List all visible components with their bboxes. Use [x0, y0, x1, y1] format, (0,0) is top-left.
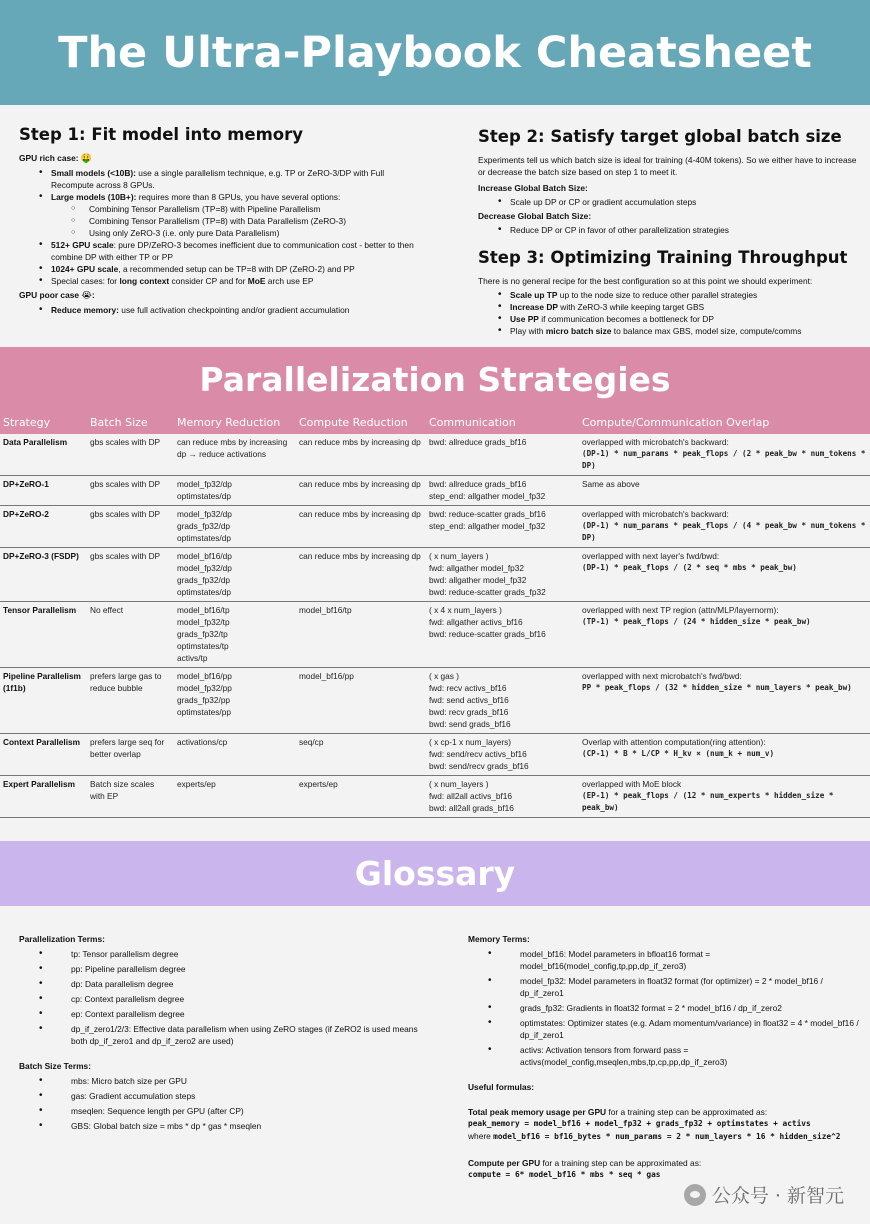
comm-line: ( x 4 x num_layers ) [429, 605, 502, 615]
strategy-name-cell: Expert Parallelism [0, 776, 87, 818]
overlap-formula: (DP-1) * num_params * peak_flops / (2 * peak_bw * num_tokens * DP) [582, 449, 866, 470]
step3-item-text: Play with [510, 326, 546, 336]
comm-line: ( x gas ) [429, 671, 459, 681]
memory-reduction-cell [174, 506, 296, 548]
memory-line: optimstates/dp [177, 491, 231, 501]
compute-block [468, 1157, 863, 1181]
step2-column [478, 127, 863, 339]
compute-reduction-cell: model_bf16/tp [296, 602, 426, 668]
parallel-term: • dp_if_zero1/2/3: Effective data parallelism when using ZeRO stages (if ZeRO2 is used means both dp_if_zero1 and dp_if_zero2 are used) [19, 1023, 419, 1047]
memory-reduction-cell [174, 434, 296, 476]
overlap-cell [579, 506, 870, 548]
strategy-name-cell: DP+ZeRO-1 [0, 476, 87, 506]
memory-term: • grads_fp32: Gradients in float32 format = 2 * model_bf16 / dp_if_zero2 [468, 1002, 863, 1014]
special-moe: MoE [247, 276, 266, 286]
overlap-formula: PP * peak_flops / (32 * hidden_size * num_layers * peak_bw) [582, 683, 852, 692]
gpu-poor-line [19, 289, 419, 302]
column-header: Memory Reduction [174, 412, 296, 434]
small-models-label: Small models (<10B): [51, 168, 136, 178]
overlap-text: overlapped with next layer's fwd/bwd: [582, 551, 720, 561]
step3-item-text: with ZeRO-3 while keeping target GBS [557, 302, 705, 312]
table-row [0, 668, 870, 734]
parallel-term: • dp: Data parallelism degree [19, 978, 419, 990]
memory-line: activations/cp [177, 737, 228, 747]
small-models-text: use a single parallelism technique, e.g. TP or ZeRO-3/DP with Full Recompute across 8 GPUs. [51, 168, 385, 190]
batch-size-cell: gbs scales with DP [87, 434, 174, 476]
table-row [0, 734, 870, 776]
steps-section [0, 105, 870, 347]
batch-term: • GBS: Global batch size = mbs * dp * gas * mseqlen [19, 1120, 419, 1132]
strategies-banner [0, 347, 870, 412]
reduce-memory-label: Reduce memory: [51, 305, 119, 315]
gpu-poor-label: GPU poor case [19, 290, 80, 300]
memory-reduction-cell [174, 668, 296, 734]
comm-line: bwd: allgather model_fp32 [429, 575, 527, 585]
batch-size-cell: gbs scales with DP [87, 506, 174, 548]
comm-line: bwd: send grads_bf16 [429, 719, 511, 729]
column-header: Compute Reduction [296, 412, 426, 434]
strategy-name-cell: DP+ZeRO-3 (FSDP) [0, 548, 87, 602]
table-row [0, 602, 870, 668]
comm-line: bwd: reduce-scatter grads_fp32 [429, 587, 546, 597]
table-row [0, 548, 870, 602]
special-long-context: long context [119, 276, 170, 286]
communication-cell [426, 776, 579, 818]
comm-line: step_end: allgather model_fp32 [429, 491, 546, 501]
memory-reduction-cell [174, 548, 296, 602]
page-title: The Ultra-Playbook Cheatsheet [58, 27, 812, 78]
special-pre: Special cases: for [51, 276, 120, 286]
large-option: ○ Combining Tensor Parallelism (TP=8) with Data Parallelism (ZeRO-3) [51, 215, 419, 227]
comm-line: fwd: all2all activs_bf16 [429, 791, 513, 801]
compute-reduction-cell: can reduce mbs by increasing dp [296, 506, 426, 548]
memory-term: • model_bf16: Model parameters in bfloat16 format = model_bf16(model_config,tp,pp,dp_if_zero3) [468, 948, 863, 972]
overlap-text: overlapped with MoE block [582, 779, 682, 789]
strategy-name-cell: DP+ZeRO-2 [0, 506, 87, 548]
memory-line: optimstates/tp [177, 641, 229, 651]
memory-reduction-cell [174, 776, 296, 818]
overlap-cell [579, 668, 870, 734]
memory-reduction-cell [174, 476, 296, 506]
increase-gbs-item: • Scale up DP or CP or gradient accumulation steps [478, 196, 863, 208]
step3-item-text: if communication becomes a bottleneck for DP [538, 314, 714, 324]
gpu-rich-line [19, 152, 419, 165]
scale1024-text: , a recommended setup can be TP=8 with DP (ZeRO-2) and PP [118, 264, 355, 274]
watermark [684, 1181, 844, 1208]
overlap-formula: (CP-1) * B * L/CP * H_kv × (num_k + num_v) [582, 749, 775, 758]
communication-cell [426, 548, 579, 602]
memory-line: can reduce mbs by increasing dp → reduce activations [177, 437, 288, 459]
column-header: Compute/Communication Overlap [579, 412, 870, 434]
compute-formula: compute = 6* model_bf16 * mbs * seq * gas [468, 1170, 661, 1179]
comm-line: ( x num_layers ) [429, 551, 489, 561]
step3-item-bold: Scale up TP [510, 290, 558, 300]
overlap-cell [579, 548, 870, 602]
comm-line: bwd: recv grads_bf16 [429, 707, 509, 717]
memory-line: grads_fp32/dp [177, 575, 231, 585]
money-face-icon: 🤑 [80, 154, 93, 164]
compute-label-bold: Compute per GPU [468, 1158, 541, 1168]
overlap-formula: (DP-1) * peak_flops / (2 * seq * mbs * peak_bw) [582, 563, 797, 572]
overlap-cell [579, 776, 870, 818]
peak-memory-block [468, 1106, 863, 1143]
parallel-term: • ep: Context parallelism degree [19, 1008, 419, 1020]
strategies-table [0, 412, 870, 818]
compute-reduction-cell: seq/cp [296, 734, 426, 776]
large-models-item [19, 191, 419, 239]
step2-heading: Step 2: Satisfy target global batch size [478, 127, 842, 146]
communication-cell [426, 434, 579, 476]
glossary-left-column [19, 934, 419, 1135]
memory-line: grads_fp32/tp [177, 629, 228, 639]
table-row [0, 476, 870, 506]
comm-line: ( x cp-1 x num_layers) [429, 737, 512, 747]
communication-cell [426, 668, 579, 734]
memory-line: model_bf16/pp [177, 671, 232, 681]
memory-terms-list [468, 948, 863, 1068]
parallel-term: • pp: Pipeline parallelism degree [19, 963, 419, 975]
strategy-name-cell: Context Parallelism [0, 734, 87, 776]
reduce-memory-item [19, 304, 419, 316]
table-row [0, 506, 870, 548]
watermark-text: 公众号 · 新智元 [711, 1185, 844, 1207]
parallel-term: • tp: Tensor parallelism degree [19, 948, 419, 960]
scale512-label: 512+ GPU scale [51, 240, 114, 250]
overlap-text: overlapped with next TP region (attn/MLP/layernorm): [582, 605, 779, 615]
glossary-section [0, 906, 870, 1224]
step3-item-bold: Increase DP [510, 302, 558, 312]
overlap-cell [579, 434, 870, 476]
memory-line: model_fp32/dp [177, 563, 232, 573]
compute-label-text: for a training step can be approximated as: [540, 1158, 702, 1168]
step1-column [19, 125, 419, 318]
table-header-row [0, 412, 870, 434]
overlap-cell [579, 602, 870, 668]
comm-line: bwd: send/recv grads_bf16 [429, 761, 529, 771]
comm-line: ( x num_layers ) [429, 779, 489, 789]
peak-label-text: for a training step can be approximated as: [606, 1107, 768, 1117]
memory-line: model_bf16/dp [177, 551, 232, 561]
batch-term: • mseqlen: Sequence length per GPU (after CP) [19, 1105, 419, 1117]
communication-cell [426, 506, 579, 548]
scale512-text: : pure DP/ZeRO-3 becomes inefficient due to communication cost - better to then combine DP with either TP or PP [51, 240, 414, 262]
memory-line: activs/tp [177, 653, 208, 663]
step3-item-text: to balance max GBS, model size, compute/comms [611, 326, 802, 336]
parallel-terms-list [19, 948, 419, 1047]
batch-size-cell: prefers large seq for better overlap [87, 734, 174, 776]
step3-item [478, 325, 863, 337]
strategy-name-cell: Tensor Parallelism [0, 602, 87, 668]
gpu-poor-colon: : [91, 290, 95, 300]
scale1024-label: 1024+ GPU scale [51, 264, 119, 274]
overlap-formula: (DP-1) * num_params * peak_flops / (4 * peak_bw * num_tokens * DP) [582, 521, 866, 542]
comm-line: fwd: allgather model_fp32 [429, 563, 525, 573]
column-header: Strategy [0, 412, 87, 434]
memory-line: grads_fp32/dp [177, 521, 231, 531]
batch-size-cell: No effect [87, 602, 174, 668]
comm-line: fwd: allgather activs_bf16 [429, 617, 523, 627]
crying-face-icon: 😭 [81, 291, 92, 301]
overlap-text: Same as above [582, 479, 640, 489]
memory-line: optimstates/dp [177, 533, 231, 543]
small-models-item [19, 167, 419, 191]
title-banner [0, 0, 870, 105]
step3-item [478, 289, 863, 301]
overlap-text: overlapped with next microbatch's fwd/bwd: [582, 671, 742, 681]
memory-term: • activs: Activation tensors from forward pass = activs(model_config,mseqlen,mbs,tp,cp,pp,dp_if_zero3) [468, 1044, 863, 1068]
table-row [0, 434, 870, 476]
scale512-item [19, 239, 419, 263]
batch-size-cell: Batch size scales with EP [87, 776, 174, 818]
step3-item-text: up to the node size to reduce other parallel strategies [557, 290, 758, 300]
gpu-rich-label: GPU rich case: [19, 153, 79, 163]
large-option: ○ Combining Tensor Parallelism (TP=8) with Pipeline Parallelism [51, 203, 419, 215]
overlap-text: overlapped with microbatch's backward: [582, 437, 729, 447]
special-cases-item [19, 275, 419, 287]
memory-terms-label: Memory Terms: [468, 934, 530, 944]
step3-item [478, 301, 863, 313]
communication-cell [426, 734, 579, 776]
scale1024-item [19, 263, 419, 275]
batch-size-cell: prefers large gas to reduce bubble [87, 668, 174, 734]
batch-terms-list [19, 1075, 419, 1132]
column-header: Batch Size [87, 412, 174, 434]
glossary-heading: Glossary [354, 854, 516, 893]
column-header: Communication [426, 412, 579, 434]
overlap-formula: (TP-1) * peak_flops / (24 * hidden_size * peak_bw) [582, 617, 811, 626]
parallel-terms-label: Parallelization Terms: [19, 934, 105, 944]
comm-line: fwd: send activs_bf16 [429, 695, 509, 705]
memory-line: model_fp32/pp [177, 683, 232, 693]
large-models-text: requires more than 8 GPUs, you have several options: [136, 192, 341, 202]
comm-line: bwd: allreduce grads_bf16 [429, 437, 527, 447]
peak-formula: peak_memory = model_bf16 + model_fp32 + grads_fp32 + optimstates + activs [468, 1119, 811, 1128]
step3-item-bold: micro batch size [545, 326, 612, 336]
strategy-name-cell: Pipeline Parallelism (1f1b) [0, 668, 87, 734]
overlap-cell [579, 734, 870, 776]
parallel-term: • cp: Context parallelism degree [19, 993, 419, 1005]
decrease-gbs-item: • Reduce DP or CP in favor of other parallelization strategies [478, 224, 863, 236]
where-formula: model_bf16 = bf16_bytes * num_params = 2 * num_layers * 16 * hidden_size^2 [493, 1132, 841, 1141]
memory-term: • model_fp32: Model parameters in float32 format (for optimizer) = 2 * model_bf16 / dp_if_zero1 [468, 975, 863, 999]
batch-term: • mbs: Micro batch size per GPU [19, 1075, 419, 1087]
overlap-cell [579, 476, 870, 506]
step3-intro: There is no general recipe for the best configuration so at this point we should experiment: [478, 276, 813, 286]
compute-reduction-cell: can reduce mbs by increasing dp [296, 548, 426, 602]
memory-line: optimstates/dp [177, 587, 231, 597]
peak-label-bold: Total peak memory usage per GPU [468, 1107, 607, 1117]
memory-line: model_fp32/dp [177, 479, 232, 489]
step3-heading: Step 3: Optimizing Training Throughput [478, 248, 848, 267]
strategy-name-cell: Data Parallelism [0, 434, 87, 476]
memory-line: model_bf16/tp [177, 605, 230, 615]
comm-line: fwd: send/recv activs_bf16 [429, 749, 527, 759]
overlap-formula: (EP-1) * peak_flops / (12 * num_experts * hidden_size * peak_bw) [582, 791, 834, 812]
compute-reduction-cell: can reduce mbs by increasing dp [296, 476, 426, 506]
comm-line: fwd: recv activs_bf16 [429, 683, 507, 693]
increase-gbs-label: Increase Global Batch Size: [478, 183, 588, 193]
memory-reduction-cell [174, 602, 296, 668]
step3-item [478, 313, 863, 325]
compute-reduction-cell: model_bf16/pp [296, 668, 426, 734]
reduce-memory-text: use full activation checkpointing and/or gradient accumulation [118, 305, 350, 315]
where-text: where [468, 1131, 494, 1141]
memory-line: experts/ep [177, 779, 216, 789]
memory-reduction-cell [174, 734, 296, 776]
comm-line: bwd: allreduce grads_bf16 [429, 479, 527, 489]
comm-line: bwd: all2all grads_bf16 [429, 803, 514, 813]
step2-intro: Experiments tell us which batch size is ideal for training (4-40M tokens). So we either have to increase or decrease the batch size based on step 1 to meet it. [478, 155, 857, 177]
wechat-icon [684, 1184, 706, 1206]
glossary-banner [0, 841, 870, 906]
compute-reduction-cell: experts/ep [296, 776, 426, 818]
overlap-text: overlapped with microbatch's backward: [582, 509, 729, 519]
glossary-right-column [468, 934, 863, 1181]
comm-line: step_end: allgather model_fp32 [429, 521, 546, 531]
special-post: arch use EP [265, 276, 314, 286]
overlap-text: Overlap with attention computation(ring attention): [582, 737, 766, 747]
compute-reduction-cell: can reduce mbs by increasing dp [296, 434, 426, 476]
memory-line: model_fp32/tp [177, 617, 230, 627]
batch-size-cell: gbs scales with DP [87, 476, 174, 506]
strategies-heading: Parallelization Strategies [199, 360, 671, 399]
step3-item-bold: Use PP [510, 314, 539, 324]
decrease-gbs-label: Decrease Global Batch Size: [478, 211, 592, 221]
comm-line: bwd: reduce-scatter grads_bf16 [429, 509, 546, 519]
memory-line: optimstates/pp [177, 707, 231, 717]
table-row [0, 776, 870, 818]
batch-term: • gas: Gradient accumulation steps [19, 1090, 419, 1102]
batch-size-cell: gbs scales with DP [87, 548, 174, 602]
memory-term: • optimstates: Optimizer states (e.g. Adam momentum/variance) in float32 = 4 * model_bf16 / dp_if_zero1 [468, 1017, 863, 1041]
special-mid: consider CP and for [169, 276, 248, 286]
batch-terms-label: Batch Size Terms: [19, 1061, 91, 1071]
useful-formulas-label: Useful formulas: [468, 1082, 535, 1092]
step1-heading: Step 1: Fit model into memory [19, 125, 304, 144]
large-models-label: Large models (10B+): [51, 192, 137, 202]
communication-cell [426, 602, 579, 668]
comm-line: bwd: reduce-scatter grads_bf16 [429, 629, 546, 639]
memory-line: grads_fp32/pp [177, 695, 231, 705]
large-option: ○ Using only ZeRO-3 (i.e. only pure Data Parallelism) [51, 227, 419, 239]
memory-line: model_fp32/dp [177, 509, 232, 519]
communication-cell [426, 476, 579, 506]
